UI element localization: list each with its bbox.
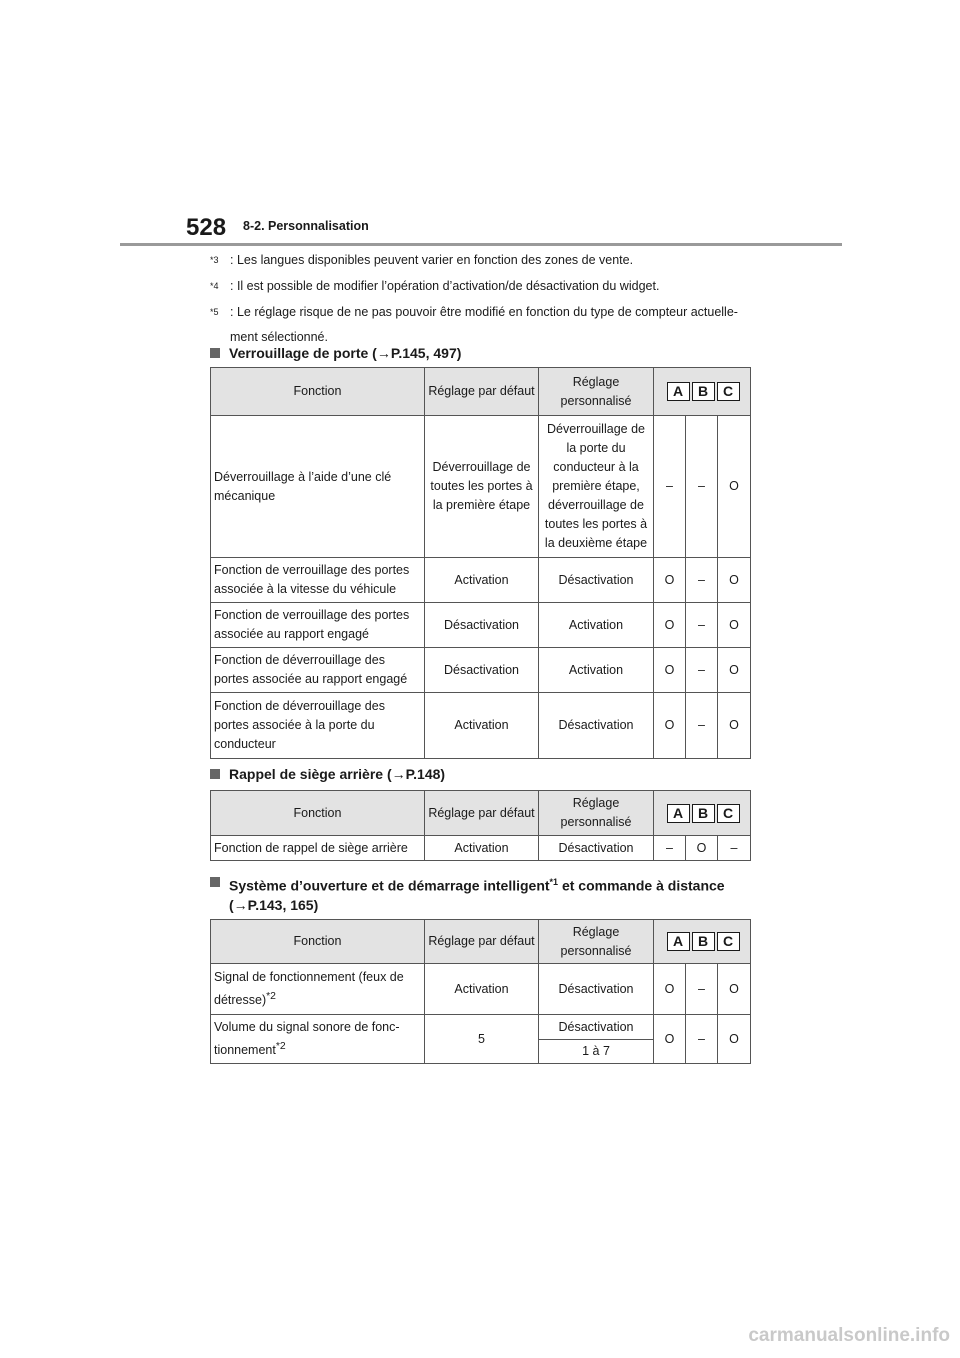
header-b: B (692, 804, 715, 823)
cell-defaut: Désactivation (425, 648, 539, 693)
section-heading-rappel (210, 765, 445, 784)
section-title: 8-2. Personnalisation (243, 219, 369, 233)
cell-b: – (686, 693, 718, 759)
footnote-mark: *3 (210, 255, 219, 265)
cell-defaut: Activation (425, 693, 539, 759)
footnote-4 (210, 278, 750, 299)
cell-fonction: Fonction de rappel de siège arrière (211, 836, 425, 861)
heading-text: Rappel de siège arrière (→P.148) (229, 766, 446, 782)
cell-b: – (686, 1015, 718, 1064)
header-b: B (692, 382, 715, 401)
header-c: C (717, 804, 740, 823)
table-row (211, 648, 751, 693)
cell-fonction: Volume du signal sonore de fonc-tionnement$^{*2}$ (211, 1015, 425, 1064)
cell-perso: Désactivation (539, 836, 654, 861)
cell-a: O (654, 648, 686, 693)
footnote-continuation: ment sélectionné. (230, 330, 328, 345)
cell-perso: Désactivation (539, 964, 654, 1015)
cell-fonction: Fonction de verrouillage des portes associée au rapport engagé (211, 603, 425, 648)
table-header-row (211, 920, 751, 964)
cell-fonction: Fonction de déverrouillage des portes associée à la porte du conducteur (211, 693, 425, 759)
cell-defaut: Activation (425, 836, 539, 861)
table-row (211, 836, 751, 861)
cell-fonction: Fonction de déverrouillage des portes associée au rapport engagé (211, 648, 425, 693)
header-abc (654, 368, 751, 416)
cell-a: O (654, 603, 686, 648)
table-row (211, 1015, 751, 1040)
cell-c: O (718, 964, 751, 1015)
cell-b: – (686, 648, 718, 693)
cell-c: O (718, 603, 751, 648)
header-defaut: Réglage par défaut (425, 368, 539, 416)
page-number: 528 (186, 214, 227, 241)
cell-b: – (686, 558, 718, 603)
square-bullet-icon (210, 877, 220, 887)
cell-perso: Activation (539, 603, 654, 648)
header-perso: Réglage personnalisé (539, 791, 654, 836)
header-c: C (717, 382, 740, 401)
table-row (211, 693, 751, 759)
header-a: A (667, 382, 690, 401)
cell-perso: Désactivation (539, 558, 654, 603)
header-abc (654, 791, 751, 836)
table-row (211, 416, 751, 558)
heading-text: Verrouillage de porte (→P.145, 497) (229, 345, 462, 361)
cell-perso: Désactivation (539, 693, 654, 759)
cell-perso: Activation (539, 648, 654, 693)
cell-c: O (718, 693, 751, 759)
table-verrouillage (210, 367, 751, 759)
table-row (211, 603, 751, 648)
cell-defaut: Désactivation (425, 603, 539, 648)
cell-a: – (654, 416, 686, 558)
cell-c: O (718, 558, 751, 603)
footnote-5 (210, 304, 750, 325)
section-heading-verrouillage (210, 344, 461, 363)
header-fonction: Fonction (211, 791, 425, 836)
footnote-mark: *5 (210, 307, 219, 318)
square-bullet-icon (210, 348, 220, 358)
footnote-3 (210, 252, 750, 273)
cell-defaut: Déverrouillage de toutes les portes à la première étape (425, 416, 539, 558)
header-a: A (667, 804, 690, 823)
table-systeme (210, 919, 751, 1064)
cell-a: O (654, 1015, 686, 1064)
section-heading-systeme (210, 873, 725, 915)
table-rappel (210, 790, 751, 861)
footnote-text: : Les langues disponibles peuvent varier en fonction des zones de vente. (230, 253, 634, 267)
header-fonction: Fonction (211, 368, 425, 416)
cell-fonction: Signal de fonctionnement (feux de détresse)$^{*2}$ (211, 964, 425, 1015)
header-abc (654, 920, 751, 964)
header-rule (120, 243, 842, 246)
footnotes (210, 252, 750, 346)
header-defaut: Réglage par défaut (425, 791, 539, 836)
cell-perso: Désactivation (539, 1015, 654, 1040)
header-perso: Réglage personnalisé (539, 368, 654, 416)
cell-fonction: Fonction de verrouillage des portes associée à la vitesse du véhicule (211, 558, 425, 603)
cell-defaut: Activation (425, 964, 539, 1015)
cell-b: – (686, 964, 718, 1015)
cell-b: – (686, 603, 718, 648)
cell-a: O (654, 693, 686, 759)
header-perso: Réglage personnalisé (539, 920, 654, 964)
table-header-row (211, 368, 751, 416)
header-c: C (717, 932, 740, 951)
cell-a: O (654, 558, 686, 603)
cell-perso: 1 à 7 (539, 1040, 654, 1064)
header-defaut: Réglage par défaut (425, 920, 539, 964)
cell-c: O (718, 416, 751, 558)
cell-defaut: Activation (425, 558, 539, 603)
footnote-text: : Le réglage risque de ne pas pouvoir être modifié en fonction du type de compteur actuelle- (230, 305, 738, 320)
cell-c: O (718, 648, 751, 693)
table-header-row (211, 791, 751, 836)
cell-c: O (718, 1015, 751, 1064)
table-row (211, 964, 751, 1015)
footnote-mark: *4 (210, 281, 219, 292)
header-fonction: Fonction (211, 920, 425, 964)
watermark: carmanualsonline.info (748, 1325, 950, 1346)
cell-b: O (686, 836, 718, 861)
cell-b: – (686, 416, 718, 558)
cell-a: – (654, 836, 686, 861)
table-row (211, 558, 751, 603)
footnote-text: : Il est possible de modifier l’opération d’activation/de désactivation du widget. (230, 279, 660, 294)
heading-text: Système d’ouverture et de démarrage intelligent$^{*1}$ et commande à distance (→P.143, 165) (229, 877, 725, 913)
cell-fonction: Déverrouillage à l’aide d’une clé mécanique (211, 416, 425, 558)
cell-a: O (654, 964, 686, 1015)
header-b: B (692, 932, 715, 951)
cell-perso: Déverrouillage de la porte du conducteur à la première étape, déverrouillage de toutes les portes à la deuxième étape (539, 416, 654, 558)
cell-c: – (718, 836, 751, 861)
header-a: A (667, 932, 690, 951)
square-bullet-icon (210, 769, 220, 779)
cell-defaut: 5 (425, 1015, 539, 1064)
